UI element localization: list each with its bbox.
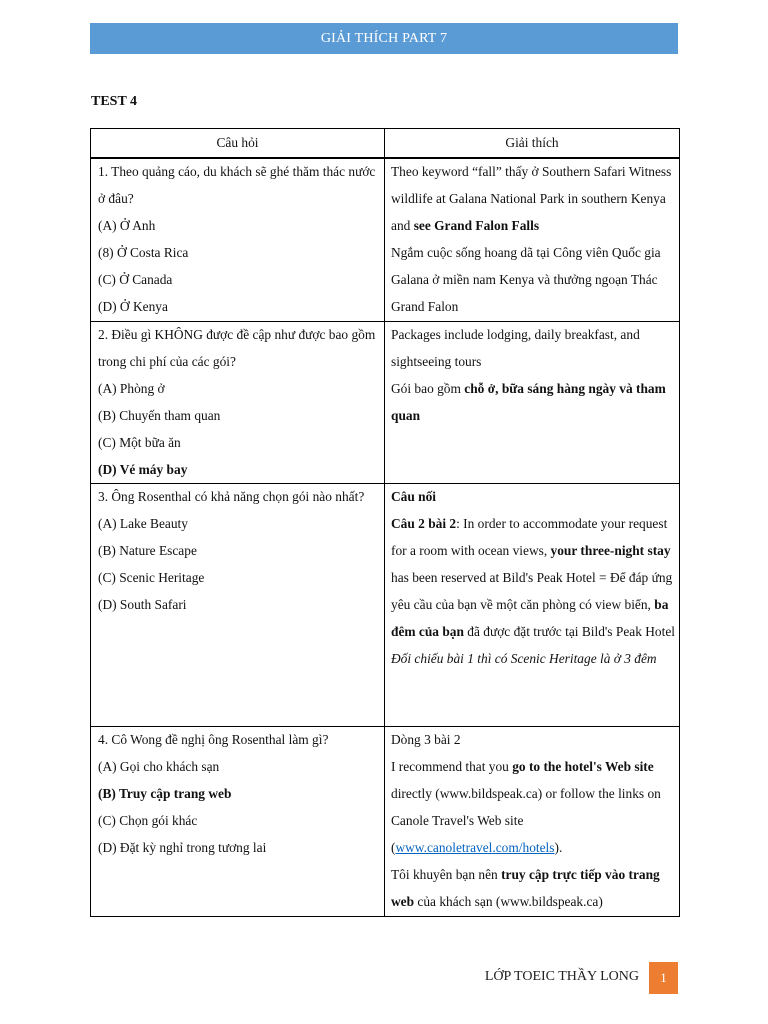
page-number: 1	[660, 970, 667, 985]
correct-answer-option: (B) Truy cập trang web	[98, 786, 232, 802]
explanation-translation	[391, 862, 675, 916]
question-cell	[91, 322, 385, 484]
table-row	[91, 727, 680, 916]
table-row	[91, 158, 680, 322]
column-header-explanation: Giải thích	[385, 129, 680, 159]
answer-option: (D) Đặt kỳ nghỉ trong tương lai	[98, 840, 267, 856]
explanation-text: ).	[554, 840, 563, 856]
explanation-text: của khách sạn (www.bildspeak.ca)	[414, 893, 603, 909]
explanation-cell	[385, 158, 680, 322]
explanation-keyword: your three-night stay	[550, 543, 671, 559]
answer-option: (C) Ở Canada	[98, 271, 173, 287]
question-text: 3. Ông Rosenthal có khả năng chọn gói nào nhất?	[98, 489, 365, 505]
correct-answer-option: (D) Vé máy bay	[98, 461, 188, 477]
explanation-paragraph	[391, 159, 675, 240]
explanation-cell	[385, 322, 680, 484]
answer-option: (D) South Safari	[98, 597, 187, 613]
question-cell	[91, 484, 385, 727]
canole-travel-link[interactable]: www.canoletravel.com/hotels	[395, 840, 555, 856]
answer-option: (C) Chọn gói khác	[98, 813, 198, 829]
explanation-text: directly (www.bildspeak.ca) or follow the links on Canole Travel's Web site (	[391, 759, 665, 856]
explanation-text: đã được đặt trước tại Bild's Peak Hotel	[463, 623, 675, 639]
answer-option: (A) Phòng ở	[98, 380, 165, 396]
answer-option: (D) Ở Kenya	[98, 298, 168, 314]
answer-option: (B) Nature Escape	[98, 543, 197, 559]
question-text: 1. Theo quảng cáo, du khách sẽ ghé thăm thác nước ở đâu?	[98, 164, 379, 206]
explanation-heading: Dòng 3 bài 2	[391, 732, 461, 748]
test-title: TEST 4	[91, 94, 138, 109]
explanation-cell	[385, 727, 680, 916]
explanation-paragraph	[391, 511, 675, 646]
explanation-heading: Câu nối	[391, 489, 437, 505]
footer-label: LỚP TOEIC THẦY LONG	[484, 969, 639, 984]
explanation-translation: Ngắm cuộc sống hoang dã tại Công viên Quốc gia Galana ở miền nam Kenya và thưởng ngoạn Thác Grand Falon	[391, 244, 664, 314]
explanation-keyword: go to the hotel's Web site	[512, 759, 654, 775]
explanation-translation	[391, 376, 675, 430]
answer-option: (C) Một bữa ăn	[98, 434, 181, 450]
answer-option: (8) Ở Costa Rica	[98, 244, 189, 260]
question-cell	[91, 158, 385, 322]
answer-option: (A) Lake Beauty	[98, 516, 188, 532]
question-text: 4. Cô Wong đề nghị ông Rosenthal làm gì?	[98, 732, 329, 748]
explanation-text: Tôi khuyên bạn nên	[391, 866, 502, 882]
explanation-keyword: Câu 2 bài 2	[391, 516, 457, 532]
explanation-cell	[385, 484, 680, 727]
explanation-text: Gói bao gồm	[391, 380, 465, 396]
table-row	[91, 322, 680, 484]
explanation-keyword: see Grand Falon Falls	[413, 217, 540, 233]
page-header-banner	[90, 23, 678, 54]
answer-option: (B) Chuyến tham quan	[98, 407, 221, 423]
explanation-text: I recommend that you	[391, 759, 513, 775]
qa-table	[90, 128, 680, 917]
column-header-question: Câu hỏi	[91, 129, 385, 159]
question-cell	[91, 727, 385, 916]
explanation-paragraph	[391, 754, 675, 862]
explanation-keyword: truy cập trực tiếp vào trang web	[391, 866, 664, 909]
answer-option: (A) Ở Anh	[98, 217, 156, 233]
page-number-badge	[649, 962, 678, 994]
explanation-keyword: ba đêm của bạn	[391, 597, 672, 639]
page-header-title: GIẢI THÍCH PART 7	[320, 30, 448, 46]
explanation-note: Đối chiếu bài 1 thì có Scenic Heritage là ở 3 đêm	[391, 650, 657, 666]
explanation-paragraph: Packages include lodging, daily breakfast, and sightseeing tours	[391, 327, 644, 369]
answer-option: (A) Gọi cho khách sạn	[98, 759, 220, 775]
explanation-text: Theo keyword “fall” thấy ở Southern Safari Witness wildlife at Galana National Park in southern Kenya and	[391, 164, 675, 233]
explanation-text: has been reserved at Bild's Peak Hotel = Để đáp ứng yêu cầu của bạn về một căn phòng có view biển,	[391, 543, 676, 613]
table-header-row	[91, 129, 680, 159]
explanation-keyword: chỗ ở, bữa sáng hàng ngày và tham quan	[391, 380, 670, 423]
answer-option: (C) Scenic Heritage	[98, 570, 205, 586]
explanation-text: : In order to accommodate your request for a room with ocean views,	[391, 516, 671, 559]
question-text: 2. Điều gì KHÔNG được đề cập như được bao gồm trong chi phí của các gói?	[98, 327, 379, 369]
table-row	[91, 484, 680, 727]
